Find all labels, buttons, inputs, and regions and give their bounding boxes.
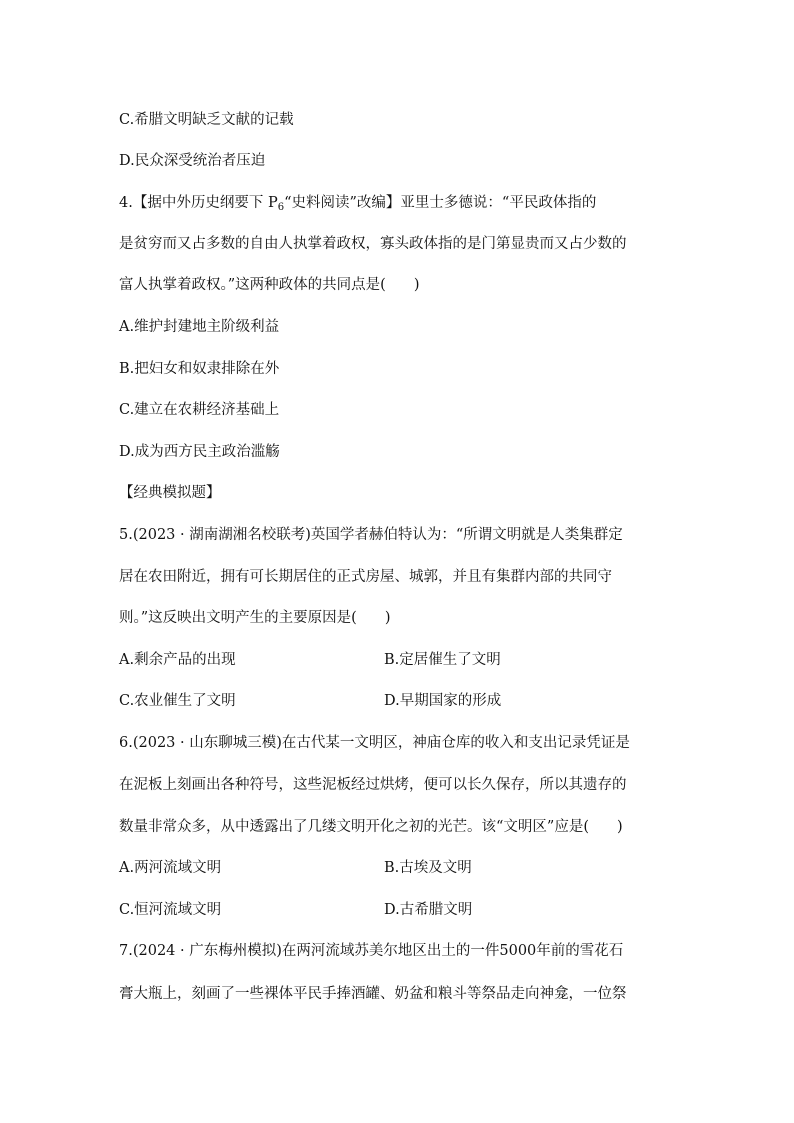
q4-source-sub: 6 — [277, 202, 285, 213]
q6-line-3 — [119, 817, 623, 837]
section-title: 【经典模拟题】 — [119, 485, 221, 501]
q4-line-3-text: 富人执掌着政权。”这两种政体的共同点是( — [119, 277, 386, 293]
q6-line-3-close: ) — [616, 819, 623, 835]
q4-option-a: A.维护封建地主阶级利益 — [119, 319, 280, 335]
q4-option-b: B.把妇女和奴隶排除在外 — [119, 361, 280, 377]
q4-line-3-close: ) — [413, 277, 420, 293]
q4-number: 4. — [119, 195, 133, 211]
q6-line-1: 6.(2023 · 山东聊城三模)在古代某一文明区，神庙仓库的收入和支出记录凭证是 — [119, 735, 630, 751]
q5-option-d: D.早期国家的形成 — [384, 693, 502, 709]
q3-option-c: C.希腊文明缺乏文献的记载 — [119, 112, 294, 128]
q7-line-1: 7.(2024 · 广东梅州模拟)在两河流域苏美尔地区出土的一件5000年前的雪花石 — [119, 943, 624, 959]
q5-line-3 — [119, 608, 391, 628]
q4-source-pre: 【据中外历史纲要下 P — [132, 195, 278, 211]
q5-line-2: 居在农田附近，拥有可长期居住的正式房屋、城郭，并且有集群内部的共同守 — [119, 569, 612, 585]
q6-line-2: 在泥板上刻画出各种符号，这些泥板经过烘烤，便可以长久保存，所以其遗存的 — [119, 777, 627, 793]
q3-option-d: D.民众深受统治者压迫 — [119, 153, 266, 169]
q5-option-b: B.定居催生了文明 — [384, 652, 501, 668]
q7-line-2: 膏大瓶上，刻画了一些裸体平民手捧酒罐、奶盆和粮斗等祭品走向神龛，一位祭 — [119, 986, 627, 1002]
q5-line-3-text: 则。”这反映出文明产生的主要原因是( — [119, 610, 357, 626]
q6-option-a: A.两河流域文明 — [119, 860, 222, 876]
q5-option-c: C.农业催生了文明 — [119, 693, 236, 709]
q5-line-1: 5.(2023 · 湖南湖湘名校联考)英国学者赫伯特认为：“所谓文明就是人类集群定 — [119, 527, 623, 543]
q5-line-3-close: ) — [384, 610, 391, 626]
q4-line-2: 是贫穷而又占多数的自由人执掌着政权，寡头政体指的是门第显贵而又占少数的 — [119, 236, 627, 252]
q4-option-c: C.建立在农耕经济基础上 — [119, 402, 280, 418]
q4-option-d: D.成为西方民主政治滥觞 — [119, 444, 280, 460]
q4-source-post: “史料阅读”改编】亚里士多德说：“平民政体指的 — [284, 195, 597, 211]
q4-line-1 — [119, 193, 596, 213]
q6-line-3-text: 数量非常众多，从中透露出了几缕文明开化之初的光芒。该“文明区”应是( — [119, 819, 589, 835]
q4-line-3 — [119, 275, 420, 295]
q6-option-b: B.古埃及文明 — [384, 860, 472, 876]
q6-option-c: C.恒河流域文明 — [119, 902, 222, 918]
q6-option-d: D.古希腊文明 — [384, 902, 473, 918]
q5-option-a: A.剩余产品的出现 — [119, 652, 236, 668]
